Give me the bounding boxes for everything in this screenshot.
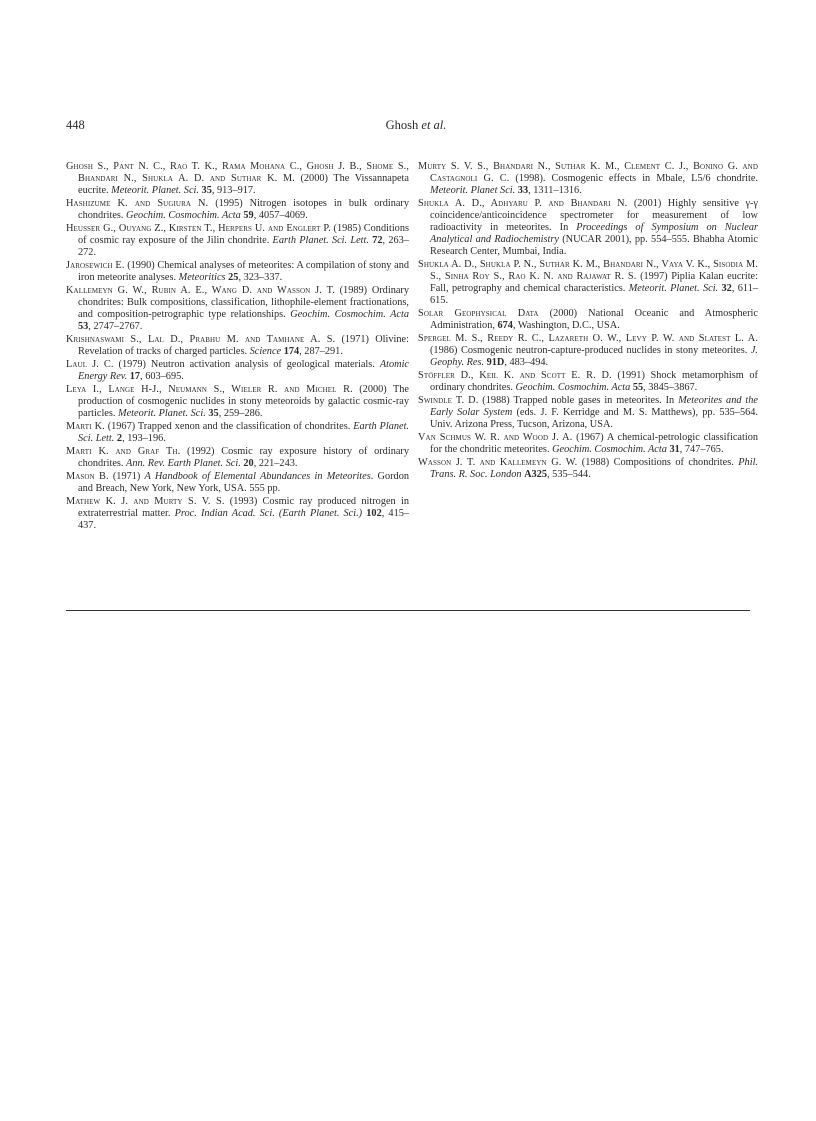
reference-journal: Atomic Energy Rev. — [78, 359, 409, 382]
reference-text: (1971) Olivine: Revelation of tracks of charged particles. — [78, 334, 409, 357]
reference-authors: Wasson J. T. and Kallemeyn G. W. — [418, 457, 578, 468]
reference-text: (1989) Ordinary chondrites: Bulk compositions, classification, lithophile-element fractionations, and composition-petrographic type relationships. — [78, 285, 409, 320]
reference-volume: 674 — [497, 320, 513, 331]
reference-text: (2000) National Oceanic and Atmospheric Administration, — [430, 308, 758, 331]
reference-volume: 72 — [372, 235, 383, 246]
reference-text: (1971) — [108, 471, 145, 482]
reference-text: (eds. J. F. Kerridge and M. S. Matthews), pp. 535–564. Univ. Arizona Press, Tucson, Arizona, USA. — [430, 407, 758, 430]
reference-journal: Geochim. Cosmochim. Acta — [515, 382, 631, 393]
reference-authors: Solar Geophysical Data — [418, 308, 539, 319]
reference-volume: 102 — [366, 508, 382, 519]
reference-authors: Spergel M. S., Reedy R. C., Lazareth O. W., Levy P. W. and Slatest L. A. — [418, 333, 758, 344]
reference-text: (2000) The production of cosmogenic nuclides in stony meteoroids by galactic cosmic-ray particles. — [78, 384, 409, 419]
reference-volume: 55 — [632, 382, 644, 393]
page-number: 448 — [66, 118, 85, 132]
reference-text: . Gordon and Breach, New York, New York, USA. 555 pp. — [78, 471, 409, 494]
reference-entry — [418, 395, 758, 431]
reference-authors: Leya I., Lange H-J., Neumann S., Wieler R. and Michel R. — [66, 384, 353, 395]
reference-entry — [418, 457, 758, 481]
reference-text: (1988) Trapped noble gases in meteorites. In — [478, 395, 679, 406]
reference-entry — [66, 285, 409, 333]
reference-volume: 32 — [721, 283, 732, 294]
reference-journal: A Handbook of Elemental Abundances in Meteorites — [144, 471, 371, 482]
reference-journal: Meteorit. Planet. Sci. — [111, 185, 199, 196]
reference-text: (1967) A chemical-petrologic classification for the chondritic meteorites. — [430, 432, 758, 455]
references-right-column — [418, 161, 758, 482]
reference-journal: Science — [249, 346, 282, 357]
reference-authors: Van Schmus W. R. and Wood J. A. — [418, 432, 573, 443]
reference-journal: Meteorit. Planet. Sci. — [628, 283, 719, 294]
reference-authors: Laul J. C. — [66, 359, 114, 370]
running-head — [316, 118, 516, 133]
reference-text: (2001) Highly sensitive γ-γ coincidence/anticoincidence spectrometer for measurement of low radioactivity in meteorites. In — [430, 198, 758, 233]
reference-text: (1992) Cosmic ray exposure history of ordinary chondrites. — [78, 446, 409, 469]
reference-volume: 35 — [208, 408, 219, 419]
reference-text: , 913–917. — [211, 185, 256, 196]
reference-authors: Hashizume K. and Sugiura N. — [66, 198, 209, 209]
reference-volume: 25 — [228, 272, 239, 283]
reference-authors: Mason B. — [66, 471, 109, 482]
reference-journal: Ann. Rev. Earth Planet. Sci. — [126, 458, 241, 469]
reference-volume: 59 — [243, 210, 254, 221]
reference-entry — [418, 308, 758, 332]
reference-text: , 323–337. — [238, 272, 283, 283]
reference-entry — [66, 359, 409, 383]
reference-entry — [66, 260, 409, 284]
reference-text: , 747–765. — [679, 444, 724, 455]
reference-journal: Meteoritics — [178, 272, 226, 283]
reference-text: , 259–286. — [218, 408, 263, 419]
reference-volume: 17 — [129, 371, 141, 382]
reference-entry — [66, 384, 409, 420]
reference-volume: 31 — [669, 444, 680, 455]
reference-authors: Ghosh S., Pant N. C., Rao T. K., Rama Mohana C., Ghosh J. B., Shome S., Bhandari N., Shukla A. D. and Suthar K. M. — [66, 161, 409, 184]
reference-text: , 611–615. — [430, 283, 758, 306]
reference-text: (1985) Conditions of cosmic ray exposure of the Jilin chondrite. — [78, 223, 409, 246]
reference-authors: Jarosewich E. — [66, 260, 125, 271]
reference-volume: 33 — [517, 185, 529, 196]
reference-entry — [66, 471, 409, 495]
reference-entry — [66, 421, 409, 445]
reference-entry — [66, 446, 409, 470]
reference-entry — [66, 496, 409, 532]
reference-authors: Stöffler D., Keil K. and Scott E. R. D. — [418, 370, 612, 381]
reference-authors: Swindle T. D. — [418, 395, 479, 406]
reference-journal: Earth Planet. Sci. Lett. — [272, 235, 369, 246]
reference-text: , 1311–1316. — [528, 185, 582, 196]
reference-text: , 193–196. — [122, 433, 166, 444]
reference-journal: Proceedings of Symposium on Nuclear Analytical and Radiochemistry — [430, 222, 758, 245]
reference-text: (1991) Shock metamorphism of ordinary chondrites. — [430, 370, 758, 393]
reference-text: (1967) Trapped xenon and the classification of chondrites. — [104, 421, 354, 432]
reference-text: , 287–291. — [299, 346, 343, 357]
reference-text: , 2747–2767. — [88, 321, 143, 332]
reference-volume: 53 — [78, 321, 89, 332]
reference-text: , 483–494. — [504, 357, 549, 368]
reference-text: (NUCAR 2001), pp. 554–555. Bhabha Atomic Research Center, Mumbai, India. — [430, 234, 758, 257]
reference-text: , 263–272. — [78, 235, 409, 258]
reference-entry — [418, 259, 758, 307]
reference-authors: Shukla A. D., Adhyaru P. and Bhandari N. — [418, 198, 628, 209]
reference-entry — [66, 334, 409, 358]
reference-text: (1979) Neutron activation analysis of geological materials. — [113, 359, 380, 370]
reference-entry — [418, 370, 758, 394]
reference-volume: 91D — [486, 357, 505, 368]
reference-entry — [418, 161, 758, 197]
reference-text: , 4057–4069. — [253, 210, 308, 221]
reference-entry — [66, 161, 409, 197]
reference-authors: Marti K. — [66, 421, 105, 432]
reference-text: (1998). Cosmogenic effects in Mbale, L5/6 chondrite. — [509, 173, 758, 184]
reference-volume: 35 — [201, 185, 212, 196]
reference-text: (2000) The Vissannapeta eucrite. — [78, 173, 409, 196]
reference-authors: Shukla A. D., Shukla P. N., Suthar K. M., Bhandari N., Vaya V. K., Sisodia M. S., Sinha Roy S., Rao K. N. and Rajawat R. S. — [418, 259, 758, 282]
references-left-column — [66, 161, 409, 533]
reference-authors: Murty S. V. S., Bhandari N., Suthar K. M., Clement C. J., Bonino G. and Castagnoli G. C. — [418, 161, 758, 184]
reference-journal: Proc. Indian Acad. Sci. (Earth Planet. Sci.) — [174, 508, 363, 519]
end-rule — [66, 610, 750, 611]
reference-volume: 2 — [116, 433, 123, 444]
reference-entry — [418, 198, 758, 258]
reference-text: (1995) Nitrogen isotopes in bulk ordinary chondrites. — [78, 198, 410, 221]
reference-text: (1997) Piplia Kalan eucrite: Fall, petrography and chemical characteristics. — [430, 271, 758, 294]
running-head-etal: et al. — [421, 118, 447, 132]
reference-text: , Washington, D.C., USA. — [512, 320, 620, 331]
reference-text: , 603–695. — [140, 371, 184, 382]
reference-journal: Earth Planet. Sci. Lett. — [78, 421, 410, 444]
reference-entry — [66, 223, 409, 259]
reference-journal: Geochim. Cosmochim. Acta — [290, 309, 409, 320]
running-head-author: Ghosh — [385, 118, 422, 132]
reference-entry — [418, 333, 758, 369]
reference-entry — [418, 432, 758, 456]
reference-entry — [66, 198, 409, 222]
reference-text: (1990) Chemical analyses of meteorites: A compilation of stony and iron meteorite analyses. — [78, 260, 409, 283]
reference-journal: Meteorit. Planet Sci. — [430, 185, 516, 196]
reference-text: , 535–544. — [547, 469, 591, 480]
reference-text: , 3845–3867. — [643, 382, 698, 393]
reference-journal: Geochim. Cosmochim. Acta — [126, 210, 241, 221]
reference-authors: Heusser G., Ouyang Z., Kirsten T., Herpers U. and Englert P. — [66, 223, 331, 234]
reference-text: (1993) Cosmic ray produced nitrogen in extraterrestrial matter. — [78, 496, 409, 519]
reference-text: (1988) Compositions of chondrites. — [577, 457, 739, 468]
reference-journal: Meteorites and the Early Solar System — [430, 395, 758, 418]
reference-text: , 221–243. — [253, 458, 298, 469]
reference-volume: 174 — [283, 346, 300, 357]
reference-authors: Krishnaswami S., Lal D., Prabhu M. and Tamhane A. S. — [66, 334, 336, 345]
reference-authors: Kallemeyn G. W., Rubin A. E., Wang D. and Wasson J. T. — [66, 285, 335, 296]
reference-text: (1986) Cosmogenic neutron-capture-produced nuclides in stony meteorites. — [430, 345, 751, 356]
reference-volume: 20 — [243, 458, 254, 469]
reference-journal: J. Geophy. Res. — [430, 345, 758, 368]
reference-text: , 415–437. — [78, 508, 410, 531]
reference-journal: Geochim. Cosmochim. Acta — [552, 444, 667, 455]
reference-journal: Phil. Trans. R. Soc. London — [430, 457, 758, 480]
reference-authors: Marti K. and Graf Th. — [66, 446, 181, 457]
reference-volume: A325 — [524, 469, 548, 480]
reference-journal: Meteorit. Planet. Sci. — [118, 408, 206, 419]
reference-authors: Mathew K. J. and Murty S. V. S. — [66, 496, 225, 507]
